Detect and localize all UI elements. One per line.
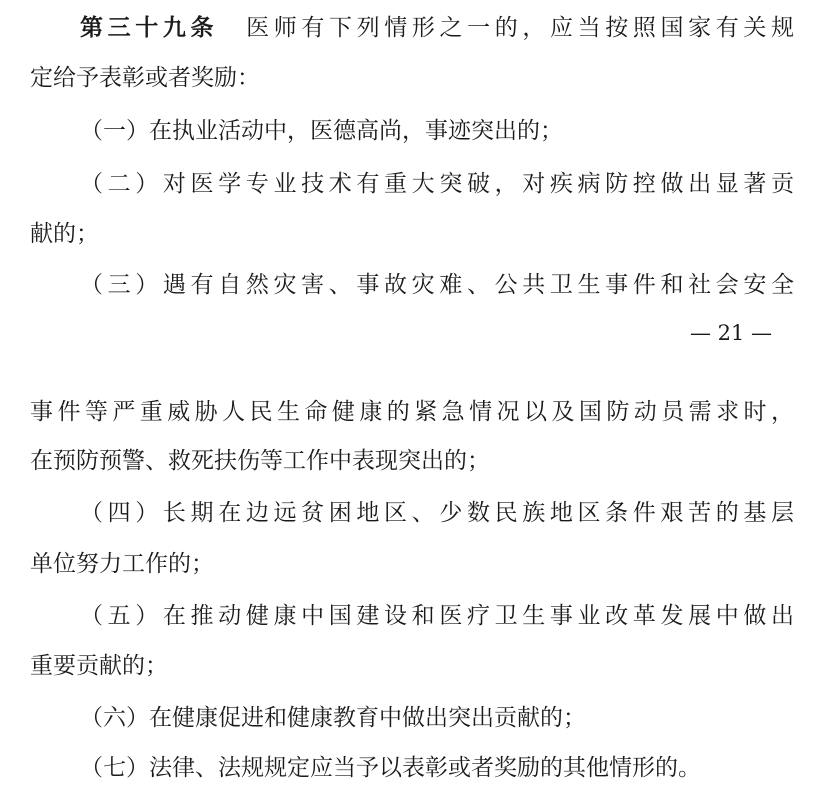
page-number: — 21 — — [689, 321, 773, 345]
list-item-3-continuation: 事件等严重威胁人民生命健康的紧急情况以及国防动员需求时， — [30, 399, 794, 425]
list-item-5: （五）在推动健康中国建设和医疗卫生事业改革发展中做出 — [80, 603, 794, 629]
article-intro-text: 医师有下列情形之一的，应当按照国家有关规 — [246, 15, 794, 41]
list-item-3-continuation-2: 在预防预警、救死扶伤等工作中表现突出的； — [30, 448, 490, 474]
article-intro-line — [80, 13, 794, 43]
article-heading: 第三十九条 — [80, 15, 219, 41]
list-item-4-continuation: 单位努力工作的； — [30, 551, 214, 577]
list-item-3: （三）遇有自然灾害、事故灾难、公共卫生事件和社会安全 — [80, 272, 794, 298]
list-item-5-continuation: 重要贡献的； — [30, 653, 168, 679]
list-item-6: （六）在健康促进和健康教育中做出突出贡献的； — [80, 705, 586, 731]
list-item-2: （二）对医学专业技术有重大突破，对疾病防控做出显著贡 — [80, 171, 794, 197]
list-item-7: （七）法律、法规规定应当予以表彰或者奖励的其他情形的。 — [80, 755, 701, 781]
article-intro-continuation: 定给予表彰或者奖励： — [30, 65, 260, 91]
list-item-4: （四）长期在边远贫困地区、少数民族地区条件艰苦的基层 — [80, 500, 794, 526]
list-item-2-continuation: 献的； — [30, 221, 99, 247]
list-item-1: （一）在执业活动中，医德高尚，事迹突出的； — [80, 118, 563, 144]
